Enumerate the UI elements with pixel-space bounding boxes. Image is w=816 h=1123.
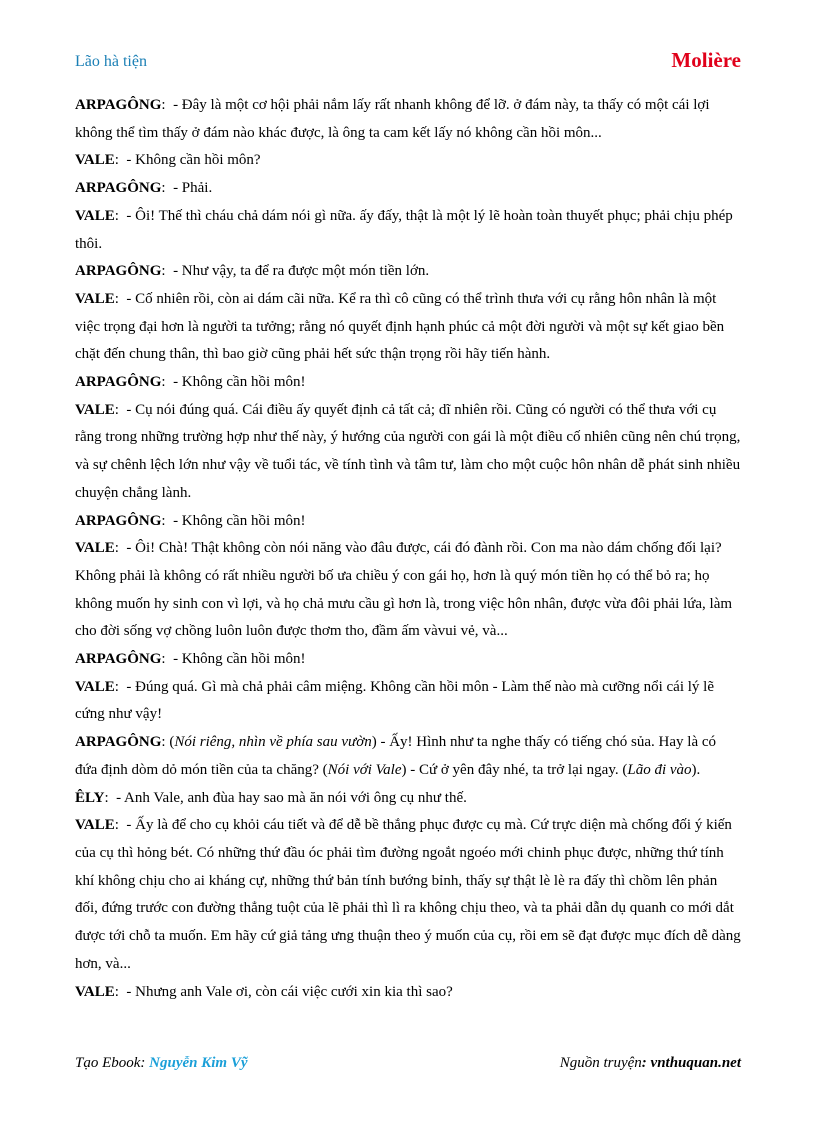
ebook-creator-name: Nguyễn Kim Vỹ — [149, 1055, 248, 1071]
ebook-credit-label: Tạo Ebook — [75, 1055, 141, 1071]
dialogue-line — [75, 92, 741, 147]
speaker-name: VALE — [75, 678, 115, 695]
speaker-name: VALE — [75, 152, 115, 169]
speaker-separator: : — [161, 97, 166, 113]
ebook-credit — [75, 1055, 248, 1072]
line-text: - Không cần hồi môn! — [165, 374, 306, 391]
speaker-name: VALE — [75, 207, 115, 224]
speaker-separator: : — [161, 263, 166, 280]
line-text: ) - Cứ ở yên đây nhé, ta trở lại ngay. ( — [401, 761, 628, 778]
dialogue-line — [75, 147, 741, 175]
dialogue-line — [75, 508, 741, 536]
line-text: ( — [165, 734, 175, 751]
line-text: - Không cần hồi môn? — [118, 152, 261, 169]
dialogue-line — [75, 535, 741, 646]
speaker-name: VALE — [75, 540, 115, 557]
source-sep: : — [641, 1055, 651, 1071]
speaker-name: VALE — [75, 817, 115, 834]
line-text: - Nhưng anh Vale ơi, còn cái việc cưới xin kia thì sao? — [118, 983, 453, 1000]
speaker-separator: : — [161, 651, 166, 668]
speaker-separator: : — [114, 983, 119, 1000]
speaker-separator: : — [114, 817, 119, 834]
dialogue-line — [75, 785, 741, 813]
ebook-credit-sep: : — [140, 1055, 150, 1071]
author-name: Molière — [671, 48, 741, 72]
dialogue-line — [75, 258, 741, 286]
stage-direction: Lão đi vào — [627, 761, 692, 778]
speaker-name: ÊLY — [75, 789, 105, 806]
speaker-separator: : — [114, 152, 119, 169]
line-text: - Không cần hồi môn! — [165, 651, 306, 668]
page-header — [75, 48, 741, 78]
speaker-separator: : — [114, 290, 119, 307]
dialogue-body — [75, 92, 745, 1006]
line-text: - Cố nhiên rồi, còn ai dám cãi nữa. Kể ra thì cô cũng có thể trình thưa với cụ rằng hôn nhân là một việc trọng đại hơn là người ta tưởng; rằng nó quyết định hạnh phúc cả một đời người và một sự kết giao bền chặt đến chung thân, thì bao giờ cũng phải hết sức thận trọng rồi hãy tiến hành. — [75, 290, 728, 363]
line-text: - Như vậy, ta để ra được một món tiền lớn. — [165, 263, 430, 280]
speaker-name: VALE — [75, 290, 115, 307]
dialogue-line — [75, 979, 741, 1007]
dialogue-line — [75, 203, 741, 258]
speaker-separator: : — [114, 540, 119, 557]
source-credit — [560, 1055, 741, 1072]
speaker-name: ARPAGÔNG — [75, 180, 162, 197]
speaker-name: ARPAGÔNG — [75, 374, 162, 391]
line-text: - Không cần hồi môn! — [165, 512, 306, 529]
line-text: - Cụ nói đúng quá. Cái điều ấy quyết định cả tất cả; dĩ nhiên rồi. Cũng có người có thể thưa với cụ rằng trong những trường hợp như thế này, ý hướng của người con gái là một điều cố nhiên cũng nên chú trọng, và sự chênh lệch lớn như vậy về tuổi tác, về tính tình và tâm tư, làm cho một cuộc hôn nhân dễ phát sinh nhiều chuyện chẳng lành. — [75, 401, 745, 501]
dialogue-line — [75, 812, 745, 978]
speaker-name: ARPAGÔNG — [75, 263, 162, 280]
line-text: ) - Ấy! Hình như ta nghe thấy có tiếng chó sủa. Hay là có đứa định dòm dỏ món tiền của ta chăng? ( — [75, 734, 720, 778]
speaker-name: VALE — [75, 401, 115, 418]
source-site[interactable]: vnthuquan.net — [650, 1055, 741, 1071]
dialogue-line — [75, 175, 741, 203]
stage-direction: Nói với Vale — [327, 761, 402, 778]
speaker-name: ARPAGÔNG — [75, 97, 162, 113]
book-title: Lão hà tiện — [75, 53, 147, 70]
speaker-separator: : — [104, 789, 109, 806]
speaker-separator: : — [114, 678, 119, 695]
speaker-name: ARPAGÔNG — [75, 734, 162, 751]
source-label: Nguồn truyện — [559, 1055, 642, 1071]
dialogue-line — [75, 369, 741, 397]
speaker-separator: : — [161, 180, 166, 197]
dialogue-line — [75, 397, 745, 508]
stage-direction: Nói riêng, nhìn về phía sau vườn — [174, 734, 372, 751]
line-text: - Đúng quá. Gì mà chả phải câm miệng. Không cần hồi môn - Làm thế nào mà cưỡng nổi cái lý lẽ cứng như vậy! — [75, 678, 718, 723]
line-text: - Ôi! Thế thì cháu chả dám nói gì nữa. ấy đấy, thật là một lý lẽ hoàn toàn thuyết phục; phải chịu phép thôi. — [75, 207, 737, 252]
speaker-separator: : — [114, 401, 119, 418]
line-text: ). — [691, 761, 701, 778]
line-text: - Đây là một cơ hội phải nắm lấy rất nhanh không để lỡ. ở đám này, ta thấy có một cái lợi không thể tìm thấy ở đám nào khác được, là ông ta cam kết lấy nó không cần hồi môn... — [75, 97, 714, 141]
speaker-name: ARPAGÔNG — [75, 651, 162, 668]
dialogue-line — [75, 286, 741, 369]
line-text: - Ôi! Chà! Thật không còn nói năng vào đâu được, cái đó đành rồi. Con ma nào dám chống đối lại? Không phải là không có rất nhiều người bố ưa chiều ý con gái họ, hơn là quý món tiền họ có thể bỏ ra; họ không muốn hy sinh con vì lợi, và họ chả mưu cầu gì hơn là, trong việc hôn nhân, được vừa đôi phải lứa, làm cho đời sống vợ chồng luôn luôn được thơm tho, đầm ấm vàvui vẻ, và... — [75, 540, 736, 640]
line-text: - Anh Vale, anh đùa hay sao mà ăn nói với ông cụ như thế. — [108, 789, 467, 806]
dialogue-line — [75, 729, 741, 784]
dialogue-line — [75, 646, 741, 674]
speaker-name: ARPAGÔNG — [75, 512, 162, 529]
speaker-separator: : — [161, 374, 166, 391]
line-text: - Ấy là để cho cụ khỏi cáu tiết và để dễ bề thắng phục được cụ mà. Cứ trực diện mà chống đối ý kiến của cụ thì hỏng bét. Có những thứ đầu óc phải tìm đường ngoắt ngoéo mới chinh phục được, những thứ tính khí không chịu cho ai kháng cự, những thứ bản tính bướng bỉnh, thấy sự thật lè lè ra đấy thì chồm lên phản đối, đứng trước con đường thẳng tuột của lẽ phải thì lì ra không chịu theo, và ta phải dẫn dụ quanh co mới dắt được tới chỗ ta muốn. Em hãy cứ giả tảng ưng thuận theo ý muốn của cụ, rồi em sẽ đạt được mục đích dễ dàng hơn, và... — [75, 817, 745, 972]
speaker-separator: : — [114, 207, 119, 224]
speaker-separator: : — [161, 734, 166, 751]
speaker-name: VALE — [75, 983, 115, 1000]
dialogue-line — [75, 674, 741, 729]
speaker-separator: : — [161, 512, 166, 529]
line-text: - Phải. — [165, 180, 213, 197]
